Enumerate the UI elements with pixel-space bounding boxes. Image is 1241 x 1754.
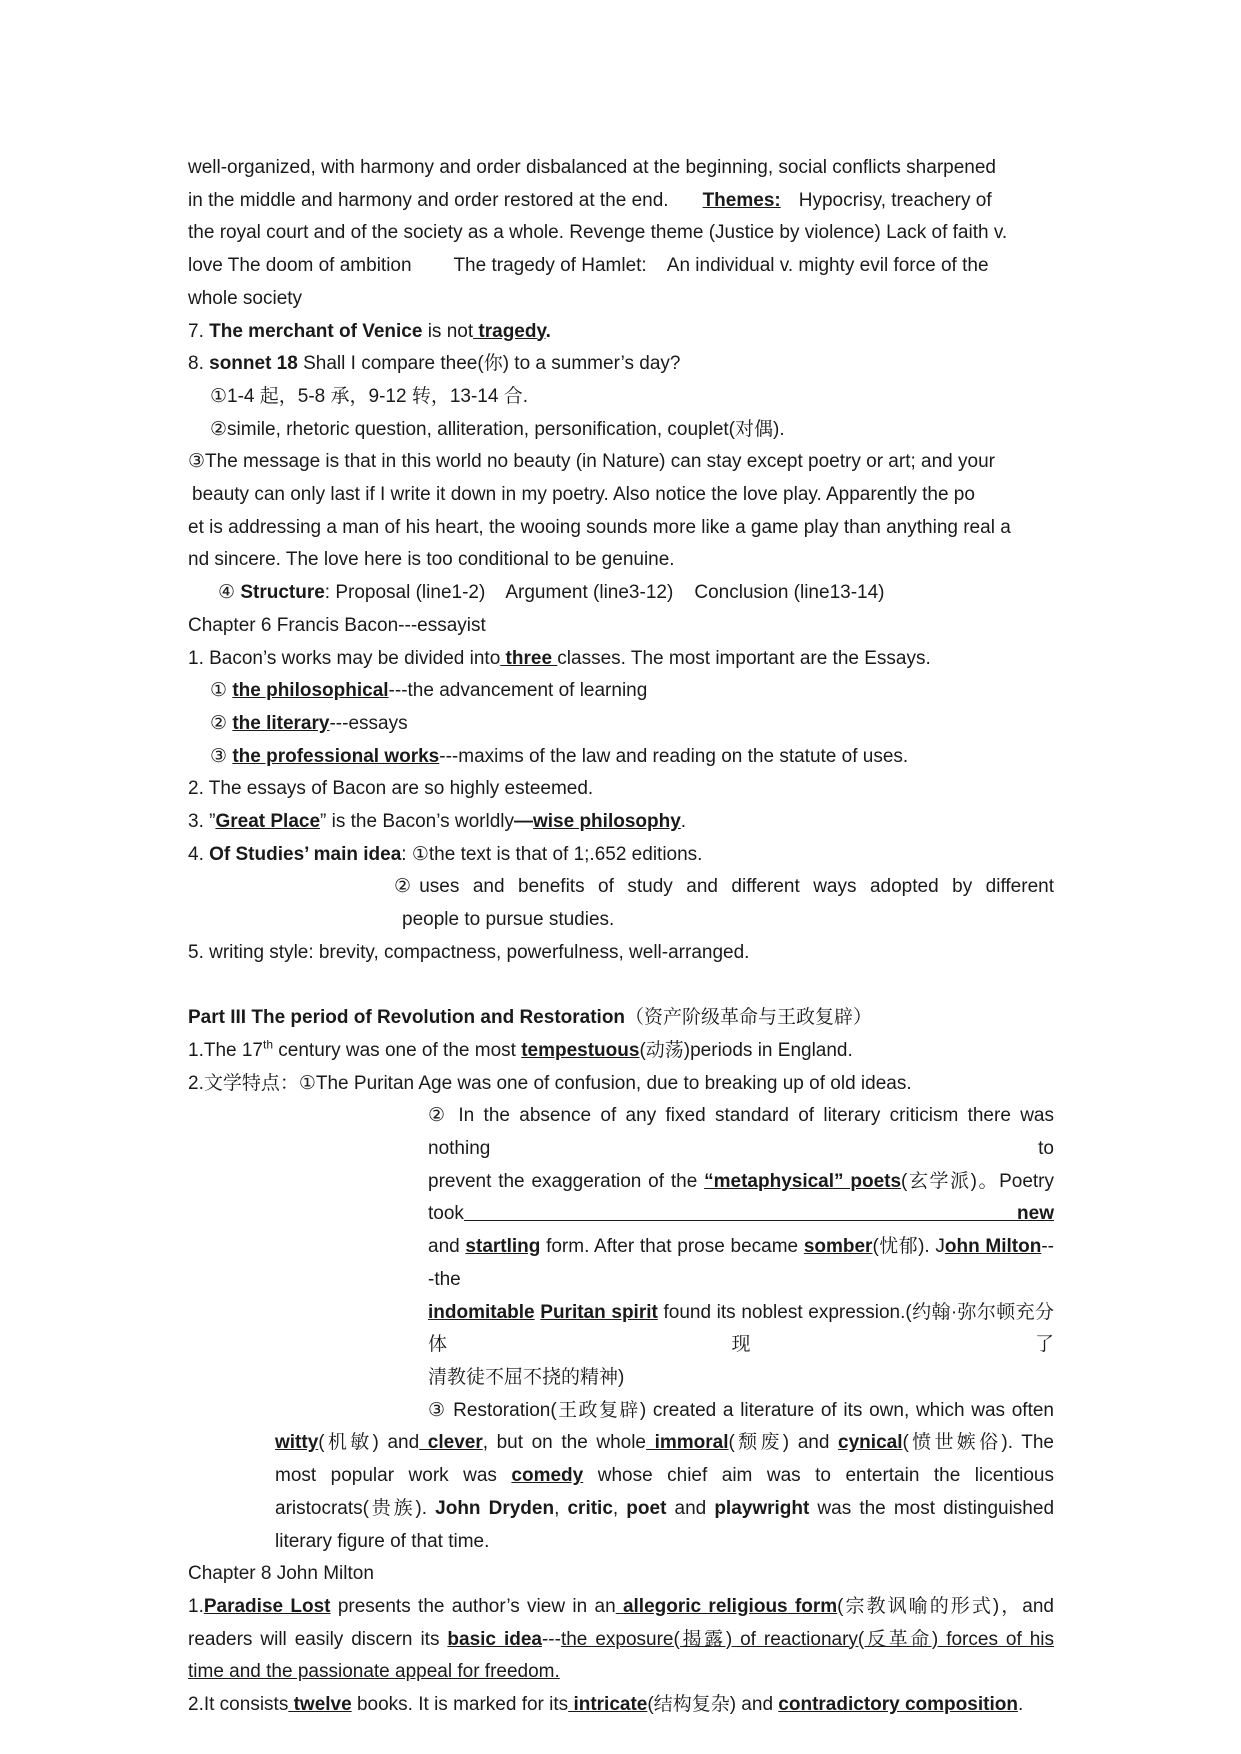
list-item [188, 1035, 1054, 1068]
paragraph-text: (忧郁). J [872, 1236, 945, 1258]
key-term: wise philosophy [532, 811, 681, 833]
paragraph-text: ③ Restoration(王政复辟) created a literature of its own, which was often [428, 1399, 1054, 1421]
sub-item [188, 446, 1054, 479]
key-term: contradictory composition [778, 1694, 1018, 1716]
item-number: ③ [210, 745, 233, 767]
paragraph-text: et is addressing a man of his heart, the wooing sounds more like a game play than anything real a [188, 516, 1011, 538]
paragraph-text: was the most distinguished [809, 1497, 1055, 1519]
paragraph-text: ②simile, rhetoric question, alliteration, personification, couplet(对偶). [210, 418, 785, 440]
paragraph-text: (机敏) and [318, 1432, 420, 1454]
text-line [188, 1526, 1054, 1559]
key-term: Structure [240, 582, 325, 604]
text-line [188, 1624, 1054, 1657]
paragraph-text: : ①the text is that of 1;.652 editions. [401, 843, 703, 865]
heading-text: Chapter 6 Francis Bacon---essayist [188, 614, 486, 636]
paragraph-text: ③The message is that in this world no beauty (in Nature) can stay except poetry or art; and your [188, 451, 995, 473]
paragraph-text: whole society [188, 287, 303, 309]
chapter-heading [188, 1558, 1054, 1591]
key-term: basic idea [447, 1628, 542, 1650]
paragraph-text: 1. [188, 1595, 204, 1617]
text-line [188, 544, 1054, 577]
item-number: 8. [188, 353, 210, 375]
text-line [188, 479, 1054, 512]
text-line [188, 283, 1054, 316]
paragraph-text: whose chief aim was to entertain the licentious [583, 1465, 1054, 1487]
paragraph-text: ①1-4 起，5-8 承，9-12 转，13-14 合. [210, 385, 528, 407]
paragraph-text: 清教徒不屈不挠的精神) [428, 1367, 625, 1388]
text-line [188, 1656, 1054, 1689]
paragraph-text: in the middle and harmony and order restored at the end. [188, 189, 669, 211]
paragraph-text: 2.It consists [188, 1694, 289, 1716]
text-line [188, 1362, 1054, 1395]
paragraph-text: (宗教讽喻的形式)，and [837, 1595, 1054, 1617]
paragraph-text: century was one of the most [273, 1039, 522, 1061]
sub-item [188, 577, 1054, 610]
paragraph-text: Shall I compare thee(你) to a summer’s day? [297, 353, 681, 375]
paragraph-text: ---the advancement of learning [388, 680, 648, 702]
punctuation: , [554, 1497, 568, 1519]
sub-item [188, 871, 1054, 904]
text-line [188, 1297, 1054, 1362]
text-line [188, 217, 1054, 250]
sub-item [188, 381, 1054, 414]
text-line [188, 904, 1054, 937]
heading-text: Chapter 8 John Milton [188, 1563, 374, 1585]
key-term: the philosophical [232, 680, 389, 702]
text-line [188, 185, 1054, 218]
paragraph-text: 1. Bacon’s works may be divided into [188, 647, 501, 669]
key-term: witty [275, 1432, 319, 1454]
sub-item [188, 741, 1054, 774]
key-term: poet [626, 1497, 667, 1519]
key-term: the literary [232, 712, 330, 734]
item-number: 4. [188, 843, 210, 865]
punctuation: --- [541, 1628, 561, 1650]
item-number: ④ [218, 582, 241, 604]
paragraph-text: (结构复杂) and [647, 1694, 779, 1716]
key-term: Great Place [215, 811, 321, 833]
paragraph-text: , but on the whole [482, 1432, 647, 1454]
paragraph-text: and [428, 1236, 466, 1258]
paragraph-text: aristocrats(贵族). [275, 1497, 436, 1519]
themes-label: Themes: [702, 189, 781, 211]
heading-text: （资产阶级革命与王政复辟） [625, 1007, 873, 1029]
key-phrase: the exposure(揭露) of reactionary(反革命) forces of his [560, 1628, 1054, 1650]
paragraph-text: Hypocrisy, treachery of [798, 189, 992, 211]
text-line [188, 1231, 1054, 1296]
paragraph-text: : Proposal (line1-2) Argument (line3-12) Conclusion (line13-14) [324, 582, 885, 604]
key-term: intricate [568, 1694, 648, 1716]
key-term: clever [419, 1432, 483, 1454]
paragraph-text: books. It is marked for its [351, 1694, 569, 1716]
paragraph-text: ---essays [329, 712, 408, 734]
paragraph-text: love The doom of ambition The tragedy of Hamlet: An individual v. mighty evil force of the [188, 255, 989, 277]
paragraph-text: and [666, 1497, 715, 1519]
key-term: the professional works [232, 745, 440, 767]
punctuation: . [545, 320, 551, 342]
key-term: “metaphysical” poets [704, 1170, 902, 1192]
paragraph-text: the royal court and of the society as a whole. Revenge theme (Justice by violence) Lack of faith v. [188, 222, 1008, 244]
key-term: Puritan spirit [540, 1301, 658, 1323]
paragraph-text: is not [422, 320, 474, 342]
paragraph-text: ---the [428, 1236, 1054, 1290]
paragraph-text: (动荡)periods in England. [639, 1039, 853, 1061]
paragraph-text: (玄学派)。Poetry took [428, 1170, 1054, 1225]
key-term: three [500, 647, 558, 669]
paragraph-text: ---maxims of the law and reading on the statute of uses. [439, 745, 909, 767]
paragraph-text: classes. The most important are the Essays. [557, 647, 931, 669]
item-number: 7. [188, 320, 210, 342]
text-line [188, 152, 1054, 185]
paragraph-text: well-organized, with harmony and order disbalanced at the beginning, social conflicts sharpened [188, 157, 996, 178]
key-term: John Dryden [435, 1497, 555, 1519]
list-item [188, 937, 1054, 970]
key-term: tempestuous [521, 1039, 640, 1061]
key-term: allegoric religious form [615, 1595, 838, 1617]
sub-item [188, 414, 1054, 447]
paragraph-text: readers will easily discern its [188, 1628, 448, 1650]
paragraph-text: ” is the Bacon’s worldly [320, 811, 514, 833]
paragraph-text: (颓废) and [728, 1432, 839, 1454]
key-term: startling [465, 1236, 541, 1258]
text-line [188, 250, 1054, 283]
work-title: The merchant of Venice [209, 320, 423, 342]
list-item [188, 1068, 1054, 1101]
key-term: playwright [714, 1497, 810, 1519]
sub-item [188, 1100, 1054, 1165]
key-term: somber [803, 1236, 873, 1258]
paragraph-text: people to pursue studies. [402, 909, 615, 931]
key-phrase: time and the passionate appeal for freedom. [188, 1661, 560, 1683]
superscript: th [263, 1037, 274, 1052]
list-item [188, 773, 1054, 806]
text-line [188, 512, 1054, 545]
key-term: Of Studies’ main idea [209, 843, 402, 865]
paragraph-text: 2. The essays of Bacon are so highly esteemed. [188, 778, 594, 800]
paragraph-text: ② In the absence of any fixed standard of literary criticism there was nothing to [428, 1105, 1054, 1160]
text-line [188, 1493, 1054, 1526]
key-term: cynical [838, 1432, 903, 1454]
paragraph-text: beauty can only last if I write it down in my poetry. Also notice the love play. Apparently the po [192, 484, 975, 506]
text-line [188, 1166, 1054, 1231]
part-heading [188, 1002, 1054, 1035]
paragraph-text: found its noblest expression.(约翰·弥尔顿充分体现了 [428, 1301, 1055, 1356]
sub-item [188, 675, 1054, 708]
key-term: tragedy [473, 320, 546, 342]
list-item [188, 348, 1054, 381]
list-item [188, 1689, 1054, 1722]
paragraph-text: 5. writing style: brevity, compactness, powerfulness, well-arranged. [188, 941, 750, 963]
text-line [188, 1427, 1054, 1460]
paragraph-text: most popular work was [275, 1465, 512, 1487]
sub-item [188, 1395, 1054, 1428]
paragraph-text: 1.The 17 [188, 1039, 263, 1061]
punctuation: — [513, 811, 533, 833]
paragraph-text: 3. ” [188, 811, 216, 833]
sub-item [188, 708, 1054, 741]
work-title: Paradise Lost [203, 1595, 331, 1617]
chapter-heading [188, 610, 1054, 643]
heading-text: Part III The period of Revolution and Restoration [188, 1007, 626, 1029]
punctuation: . [1017, 1694, 1024, 1716]
key-term: comedy [511, 1465, 584, 1487]
list-item [188, 806, 1054, 839]
list-item [188, 316, 1054, 349]
document-page [188, 152, 1054, 1722]
paragraph-text: presents the author’s view in an [330, 1595, 616, 1617]
work-title: sonnet 18 [209, 353, 298, 375]
item-number: ② [210, 712, 233, 734]
item-number: ① [210, 680, 233, 702]
paragraph-text: (愤世嫉俗). The [902, 1432, 1054, 1454]
punctuation: . [680, 811, 687, 833]
paragraph-text: prevent the exaggeration of the [428, 1170, 705, 1192]
punctuation: , [612, 1497, 627, 1519]
list-item [188, 643, 1054, 676]
list-item [188, 839, 1054, 872]
list-item [188, 1591, 1054, 1624]
key-term: twelve [288, 1694, 352, 1716]
key-term: ohn Milton [944, 1236, 1042, 1258]
spacer [188, 970, 1054, 1003]
paragraph-text: 2.文学特点：①The Puritan Age was one of confusion, due to breaking up of old ideas. [188, 1072, 912, 1094]
paragraph-text: literary figure of that time. [275, 1530, 490, 1552]
paragraph-text: nd sincere. The love here is too conditional to be genuine. [188, 549, 675, 571]
key-term: immoral [646, 1432, 729, 1454]
text-line [188, 1460, 1054, 1493]
key-term: indomitable [428, 1301, 535, 1323]
key-term: new [463, 1203, 1054, 1225]
key-term: critic [567, 1497, 613, 1519]
paragraph-text: ②uses and benefits of study and different ways adopted by different [394, 876, 1054, 898]
paragraph-text: form. After that prose became [540, 1236, 804, 1258]
